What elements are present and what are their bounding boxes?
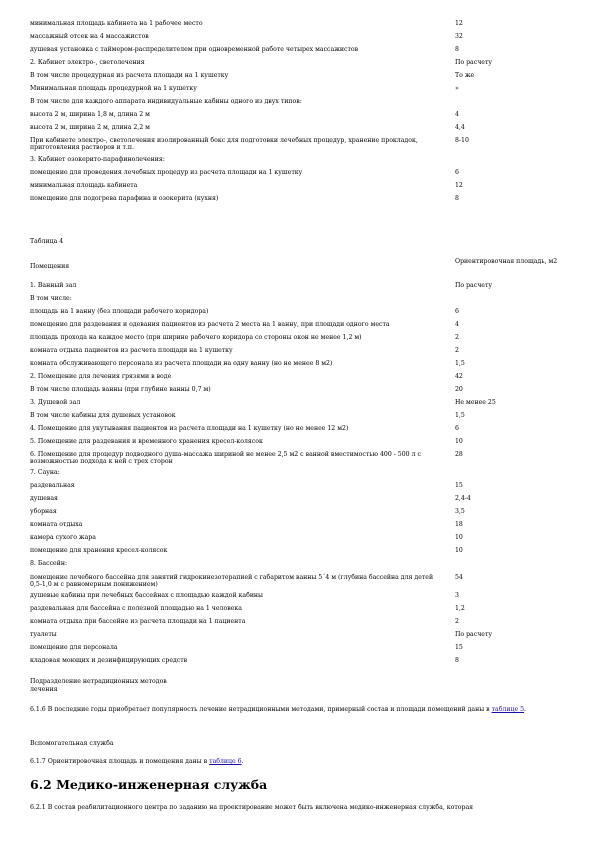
table-1-row (30, 20, 570, 32)
table-4-area-value: Не менее 25 (455, 399, 496, 406)
table-4-area-value: 1,2 (455, 605, 465, 612)
table-4-room-name: душевые кабины при лечебных бассейнах с площадью каждой кабины (30, 592, 263, 599)
table-4-room-name: площадь на 1 ванну (без площади рабочего коридора) (30, 308, 209, 315)
table-4-area-value: 2 (455, 334, 459, 341)
table-4-row (30, 631, 570, 643)
table-1-row (30, 182, 570, 194)
table-4-header (30, 258, 570, 278)
table-4-room-name: камера сухого жара (30, 534, 96, 541)
table-1-area-value: То же (455, 72, 475, 79)
table-1-area-value: 32 (455, 33, 463, 40)
table-4-room-name: 5. Помещение для раздевания и временного хранения кресел-колясок (30, 438, 263, 445)
table-4-room-name: уборная (30, 508, 57, 515)
table-1-area-value: 6 (455, 169, 459, 176)
table-1-row (30, 137, 570, 155)
table-4-row (30, 644, 570, 656)
table-1-area-value: 4 (455, 111, 459, 118)
table-1-area-value: По расчету (455, 59, 493, 66)
table-4-area-value: 2 (455, 618, 459, 625)
table-4-room-name: туалеты (30, 631, 57, 638)
paragraph-6-1-6: 6.1.6 В последние годы приобретает популярность лечение нетрадиционными методами, примерный состав и площади помещений даны в таблице 5. (30, 706, 526, 713)
table-4-row (30, 295, 570, 307)
table-4-room-name: комната отдыха пациентов из расчета площади на 1 кушетку (30, 347, 233, 354)
table-1-row (30, 85, 570, 97)
table-4-row (30, 321, 570, 333)
table-4-area-value: 2,4-4 (455, 495, 471, 502)
table-4-room-name: В том числе: (30, 295, 72, 302)
table-4-header-area: Ориентировочная площадь, м2 (455, 258, 558, 265)
table-1-row (30, 169, 570, 181)
table-4-area-value: 1,5 (455, 360, 465, 367)
table-4-row (30, 308, 570, 320)
table-4-row (30, 657, 570, 669)
table-4-area-value: 10 (455, 438, 463, 445)
table-4-row (30, 282, 570, 294)
aux-service-title: Вспомогательная служба (30, 740, 114, 747)
table-4-caption: Таблица 4 (30, 238, 64, 245)
paragraph-6-1-6-text: 6.1.6 В последние годы приобретает популярность лечение нетрадиционными методами, примерный состав и площади помещений даны в (30, 706, 490, 713)
paragraph-6-1-7: 6.1.7 Ориентировочная площадь и помещения даны в таблице 6. (30, 758, 244, 765)
table-4-area-value: 15 (455, 482, 463, 489)
paragraph-6-1-7-text: 6.1.7 Ориентировочная площадь и помещения даны в (30, 758, 208, 765)
table-4-room-name: 6. Помещение для процедур подводного душа-массажа шириной не менее 2,5 м2 с ванной вместимостью 400 - 500 л с возможностью подхода к ней с трех сторон (30, 451, 421, 465)
table-1-room-name: 2. Кабинет электро-, светолечения (30, 59, 145, 66)
table-4-row (30, 534, 570, 546)
nontrad-section-title: Подразделение нетрадиционных методов лечения (30, 678, 167, 693)
table-1-row (30, 46, 570, 58)
table-4-row (30, 425, 570, 437)
table-1-room-name: минимальная площадь кабинета (30, 182, 138, 189)
table-4-row (30, 482, 570, 494)
table-1-room-name: помещение для подогрева парафина и озокерита (кухня) (30, 195, 219, 202)
table-4-row (30, 360, 570, 372)
table-1-room-name: минимальная площадь кабинета на 1 рабочее место (30, 20, 203, 27)
table-4-row (30, 574, 570, 591)
table-4-room-name: раздевальная (30, 482, 75, 489)
table-4-room-name: 1. Ванный зал (30, 282, 77, 289)
table-4-room-name: кладовая моющих и дезинфицирующих средств (30, 657, 188, 664)
table-4-row (30, 412, 570, 424)
table-4-area-value: По расчету (455, 282, 493, 289)
table-4-area-value: 54 (455, 574, 463, 581)
table-4-area-value: 3 (455, 592, 459, 599)
table-4-row (30, 521, 570, 533)
table-4-area-value: 4 (455, 321, 459, 328)
table-1-area-value: 12 (455, 20, 463, 27)
table-4-row (30, 438, 570, 450)
table-4-room-name: помещение лечебного бассейна для занятий гидрокинезотерапией с габаритом ванны 5´4 м (глубина бассейна для детей 0,5-1,0 м с равномерным понижением) (30, 574, 434, 588)
table-4-row (30, 347, 570, 359)
table-4-area-value: 10 (455, 547, 463, 554)
table-4-room-name: помещение для хранения кресел-колясок (30, 547, 168, 554)
table-4-row (30, 373, 570, 385)
table-4-room-name: помещение для раздевания и одевания пациентов из расчета 2 места на 1 ванну, при площади одного места (30, 321, 390, 328)
table-4-area-value: 18 (455, 521, 463, 528)
table-4-room-name: 4. Помещение для укутывания пациентов из расчета площади на 1 кушетку (но не менее 12 м2) (30, 425, 349, 432)
table-1-room-name: душевая установка с таймером-распределителем при одновременной работе четырех массажистов (30, 46, 359, 53)
table-4-area-value: 8 (455, 657, 459, 664)
table-4-row (30, 618, 570, 630)
table-4-header-rooms: Помещения (30, 263, 70, 270)
table-1-area-value: 8 (455, 46, 459, 53)
table-4-area-value: 10 (455, 534, 463, 541)
table-5-link[interactable]: таблице 5 (491, 706, 525, 713)
table-1-room-name: Минимальная площадь процедурной на 1 кушетку (30, 85, 197, 92)
table-1-row (30, 33, 570, 45)
section-heading-6-2: 6.2 Медико-инженерная служба (30, 777, 268, 792)
table-4-row (30, 451, 570, 468)
table-4-row (30, 508, 570, 520)
table-4-room-name: раздевальная для бассейна с полезной площадью на 1 человека (30, 605, 242, 612)
table-4-area-value: 28 (455, 451, 463, 458)
table-4-row (30, 386, 570, 398)
table-1-area-value: » (455, 85, 459, 92)
table-4-area-value: 3,5 (455, 508, 465, 515)
table-1-room-name: высота 2 м, ширина 2 м, длина 2,2 м (30, 124, 150, 131)
table-4-area-value: 1,5 (455, 412, 465, 419)
table-1-room-name: высота 2 м, ширина 1,8 м, длина 2 м (30, 111, 150, 118)
table-4-row (30, 605, 570, 617)
table-1-room-name: При кабинете электро-, светолечения изолированный бокс для подготовки лечебных процедур, хранение прокладок, приготовления растворов и т.п. (30, 137, 418, 151)
table-4-row (30, 399, 570, 411)
table-1-area-value: 8-10 (455, 137, 469, 144)
table-1-row (30, 124, 570, 136)
table-4-area-value: 20 (455, 386, 463, 393)
table-4-room-name: комната обслуживающего персонала из расчета площади на одну ванну (но не менее 8 м2) (30, 360, 333, 367)
table-4-room-name: комната отдыха при бассейне из расчета площади на 1 пациента (30, 618, 246, 625)
table-4-room-name: В том числе кабины для душевых установок (30, 412, 176, 419)
table-1-row (30, 59, 570, 71)
table-4-area-value: 6 (455, 425, 459, 432)
table-1-room-name: В том числе процедурная из расчета площади на 1 кушетку (30, 72, 229, 79)
table-4-row (30, 560, 570, 572)
table-4-area-value: 6 (455, 308, 459, 315)
table-1-room-name: помещение для проведения лечебных процедур из расчета площади на 1 кушетку (30, 169, 303, 176)
table-4-area-value: 42 (455, 373, 463, 380)
table-4-room-name: 2. Помещение для лечения грязями в воде (30, 373, 172, 380)
table-4-room-name: 7. Сауна: (30, 469, 60, 476)
table-1-row (30, 156, 570, 168)
table-1-room-name: 3. Кабинет озокерито-парафинолечения: (30, 156, 165, 163)
table-1-area-value: 12 (455, 182, 463, 189)
table-4-room-name: комната отдыха (30, 521, 83, 528)
table-1-room-name: массажный отсек на 4 массажистов (30, 33, 149, 40)
table-1-row (30, 111, 570, 123)
table-4-row (30, 592, 570, 604)
table-4-area-value: 2 (455, 347, 459, 354)
table-1-row (30, 98, 570, 110)
table-4-room-name: душевая (30, 495, 58, 502)
table-1-area-value: 8 (455, 195, 459, 202)
table-4-area-value: По расчету (455, 631, 493, 638)
table-4-room-name: помещение для персонала (30, 644, 118, 651)
table-1-area-value: 4,4 (455, 124, 465, 131)
table-4-room-name: 3. Душевой зал (30, 399, 81, 406)
paragraph-6-2-1: 6.2.1 В состав реабилитационного центра по заданию на проектирование может быть включена медико-инженерная служба, которая (30, 804, 474, 811)
table-4-room-name: В том числе площадь ванны (при глубине ванны 0,7 м) (30, 386, 211, 393)
table-1-row (30, 72, 570, 84)
table-4-room-name: 8. Бассейн: (30, 560, 68, 567)
table-4-row (30, 334, 570, 346)
table-1-row (30, 195, 570, 207)
table-4-row (30, 495, 570, 507)
table-6-link[interactable]: таблице 6 (209, 758, 242, 765)
table-4-room-name: площадь прохода на каждое место (при ширине рабочего коридора со стороны окон не менее 1,2 м) (30, 334, 362, 341)
table-1-room-name: В том числе для каждого аппарата индивидуальные кабины одного из двух типов: (30, 98, 302, 105)
table-4-row (30, 547, 570, 559)
table-4-area-value: 15 (455, 644, 463, 651)
table-4-row (30, 469, 570, 481)
